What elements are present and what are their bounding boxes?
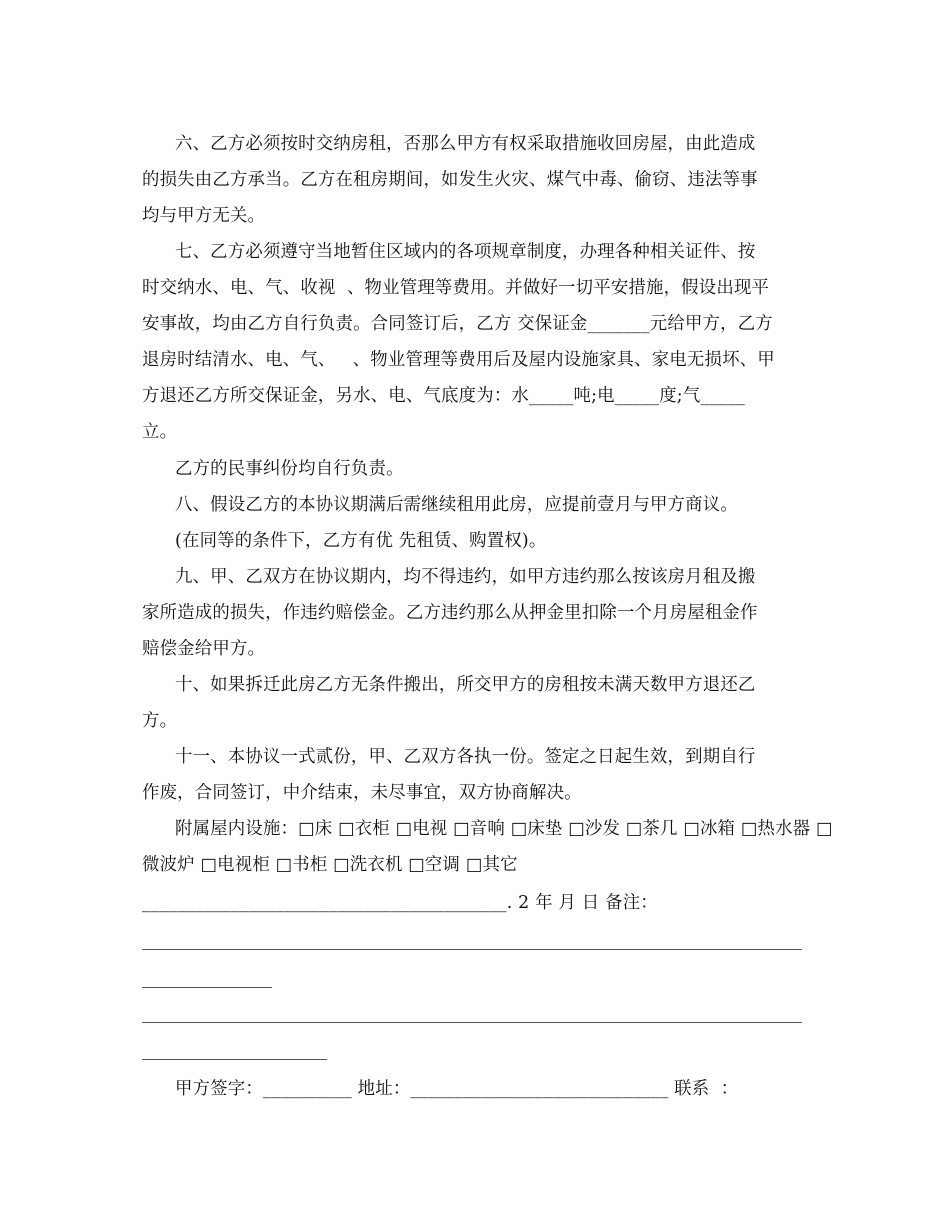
clause-8-line-2: (在同等的条件下，乙方有优 先租赁、购置权)。 [175, 531, 547, 551]
clause-9-line-2: 家所造成的损失，作违约赔偿金。乙方违约那么从押金里扣除一个月房屋租金作 [142, 603, 758, 623]
clause-10-line-2: 方。 [142, 711, 178, 731]
clause-9-line-3: 赔偿金给甲方。 [142, 639, 266, 659]
civil-dispute-line: 乙方的民事纠份均自行负责。 [175, 459, 404, 479]
clause-7-line-1: 七、乙方必须遵守当地暂住区域内的各项规章制度，办理各种相关证件、按 [175, 242, 756, 262]
clause-8-line-1: 八、假设乙方的本协议期满后需继续租用此房，应提前壹月与甲方商议。 [175, 495, 738, 515]
clause-6-line-2: 的损失由乙方承当。乙方在租房期间，如发生火灾、煤气中毒、偷窃、违法等事 [142, 170, 758, 190]
remarks-rule-3 [142, 1022, 802, 1023]
clause-7-line-2: 时交纳水、电、气、收视 、物业管理等费用。并做好一切平安措施，假设出现平 [142, 278, 770, 298]
date-remarks-line: _________________________________________. 2 年 月 日 备注： [142, 893, 658, 913]
remarks-rule-1 [142, 949, 802, 950]
signature-line: 甲方签字：__________ 地址：_____________________________ 联系 ： [175, 1079, 739, 1099]
clause-9-line-1: 九、甲、乙双方在协议期内，均不得违约，如甲方违约那么按该房月租及搬 [175, 567, 756, 587]
facilities-line-1: 附属屋内设施：□床 □衣柜 □电视 □音响 □床垫 □沙发 □茶几 □冰箱 □热水器 □ [175, 819, 833, 839]
clause-11-line-1: 十一、本协议一式贰份，甲、乙双方各执一份。签定之日起生效，到期自行 [175, 747, 756, 767]
facilities-line-2: 微波炉 □电视柜 □书柜 □洗衣机 □空调 □其它 [142, 855, 518, 875]
clause-6-line-3: 均与甲方无关。 [142, 206, 266, 226]
remarks-rule-4 [142, 1059, 327, 1060]
clause-10-line-1: 十、如果拆迁此房乙方无条件搬出，所交甲方的房租按未满天数甲方退还乙 [175, 675, 756, 695]
clause-7-line-3: 安事故，均由乙方自行负责。合同签订后，乙方 交保证金_______元给甲方，乙方 [142, 314, 773, 334]
clause-7-line-5: 方退还乙方所交保证金，另水、电、气底度为：水_____吨;电_____度;气_____ [142, 386, 745, 406]
clause-11-line-2: 作废，合同签订，中介结束，未尽事宜，双方协商解决。 [142, 783, 582, 803]
remarks-rule-2 [142, 987, 272, 988]
clause-7-line-6: 立。 [142, 422, 178, 442]
clause-6-line-1: 六、乙方必须按时交纳房租，否那么甲方有权采取措施收回房屋，由此造成 [175, 134, 756, 154]
clause-7-line-4: 退房时结清水、电、气、 、物业管理等费用后及屋内设施家具、家电无损坏、甲 [142, 350, 775, 370]
